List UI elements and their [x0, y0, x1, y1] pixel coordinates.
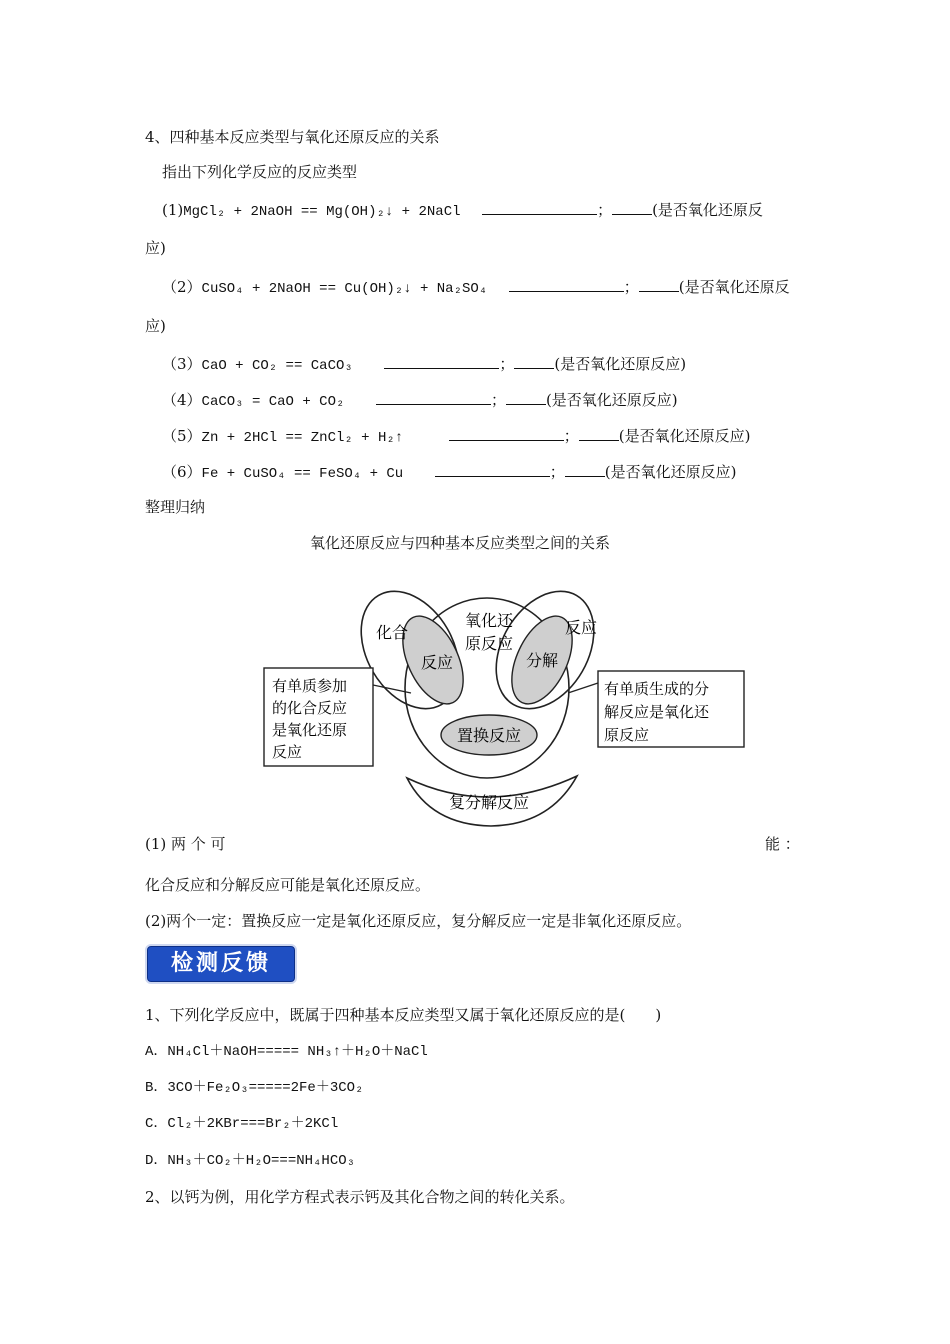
label-double-decomposition: 复分解反应: [448, 793, 530, 812]
semicolon: ；: [623, 278, 639, 296]
reaction-4: [162, 389, 678, 412]
answer-blank[interactable]: [435, 461, 550, 477]
label-reaction-right: 反应: [564, 618, 598, 637]
reaction-eq: CuSO₄ + 2NaOH == Cu(OH)₂↓ + Na₂SO₄: [201, 281, 488, 297]
answer-blank[interactable]: [579, 425, 619, 441]
reaction-1: [162, 199, 763, 222]
semicolon: ；: [549, 463, 565, 481]
summary-title: 整理归纳: [145, 498, 206, 516]
feedback-badge-label: 检测反馈: [170, 951, 271, 976]
reaction-eq: MgCl₂ + 2NaOH == Mg(OH)₂↓ + 2NaCl: [183, 204, 461, 220]
option-b[interactable]: B．3CO＋Fe₂O₃=====2Fe＋3CO₂: [145, 1080, 364, 1096]
answer-blank[interactable]: [384, 353, 499, 369]
suffix: (是否氧化还原反应): [545, 391, 678, 409]
question-1: 1、下列化学反应中，既属于四种基本反应类型又属于氧化还原反应的是( ): [145, 1006, 662, 1024]
suffix: (是否氧化还原反: [678, 278, 790, 296]
answer-blank[interactable]: [376, 389, 491, 405]
answer-blank[interactable]: [639, 276, 679, 292]
option-a[interactable]: A．NH₄Cl＋NaOH===== NH₃↑＋H₂O＋NaCl: [145, 1044, 428, 1060]
reaction-2: [162, 276, 790, 299]
label-displacement: 置换反应: [456, 726, 522, 745]
question-2: 2、以钙为例，用化学方程式表示钙及其化合物之间的转化关系。: [145, 1188, 575, 1206]
suffix: (是否氧化还原反应): [618, 427, 751, 445]
note-2: (2)两个一定：置换反应一定是氧化还原反应，复分解反应一定是非氧化还原反应。: [145, 912, 692, 930]
reaction-5: [162, 425, 750, 448]
label-overlap-right: 分解: [525, 651, 559, 670]
label-overlap-left: 反应: [420, 653, 454, 672]
box-left-line-4: 反应: [272, 743, 303, 761]
reaction-eq: Zn + 2HCl == ZnCl₂ + H₂↑: [201, 430, 404, 446]
answer-blank[interactable]: [612, 199, 652, 215]
answer-blank[interactable]: [449, 425, 564, 441]
reaction-num: （4）: [162, 391, 202, 409]
reaction-eq: Fe + CuSO₄ == FeSO₄ + Cu: [201, 466, 404, 482]
box-left-line-1: 有单质参加: [272, 677, 348, 695]
reaction-num: （2）: [162, 278, 202, 296]
semicolon: ；: [499, 355, 515, 373]
answer-blank[interactable]: [482, 199, 597, 215]
semicolon: ；: [490, 391, 506, 409]
reaction-num: （5）: [162, 427, 202, 445]
box-right-line-1: 有单质生成的分: [604, 680, 710, 698]
reaction-num: （3）: [162, 355, 202, 373]
reaction-eq: CaO + CO₂ == CaCO₃: [201, 358, 353, 374]
feedback-badge: [145, 944, 297, 984]
instruction: 指出下列化学反应的反应类型: [162, 163, 358, 181]
label-redox-2: 原反应: [464, 634, 514, 653]
label-combination: 化合: [375, 623, 409, 642]
suffix: (是否氧化还原反应): [604, 463, 737, 481]
box-right-line-3: 原反应: [604, 726, 650, 744]
note-1-body: 化合反应和分解反应可能是氧化还原反应。: [145, 876, 431, 894]
suffix: (是否氧化还原反: [652, 201, 763, 219]
reaction-num: （6）: [162, 463, 202, 481]
reaction-6: [162, 461, 736, 484]
suffix-continued: 应): [145, 317, 166, 335]
reaction-3: [162, 353, 686, 376]
suffix-continued: 应): [145, 239, 166, 257]
note-1-left: (1) 两 个 可: [145, 835, 226, 853]
reaction-eq: CaCO₃ = CaO + CO₂: [201, 394, 345, 410]
semicolon: ；: [597, 201, 613, 219]
section-heading: 4、四种基本反应类型与氧化还原反应的关系: [145, 128, 440, 146]
answer-blank[interactable]: [514, 353, 554, 369]
box-left-line-3: 是氧化还原: [272, 721, 348, 739]
box-left-line-2: 的化合反应: [272, 699, 348, 717]
box-right-line-2: 解反应是氧化还: [604, 703, 710, 721]
answer-blank[interactable]: [565, 461, 605, 477]
reaction-num: (1): [162, 201, 184, 219]
answer-blank[interactable]: [506, 389, 546, 405]
answer-blank[interactable]: [509, 276, 624, 292]
suffix: (是否氧化还原反应): [554, 355, 687, 373]
semicolon: ；: [563, 427, 579, 445]
option-d[interactable]: D．NH₃＋CO₂＋H₂O===NH₄HCO₃: [145, 1153, 356, 1169]
diagram-title: 氧化还原反应与四种基本反应类型之间的关系: [310, 534, 611, 552]
relation-diagram: [255, 585, 755, 830]
label-redox-1: 氧化还: [464, 611, 514, 630]
note-1-right: 能 ：: [765, 835, 800, 853]
option-c[interactable]: C．Cl₂＋2KBr===Br₂＋2KCl: [145, 1116, 339, 1132]
